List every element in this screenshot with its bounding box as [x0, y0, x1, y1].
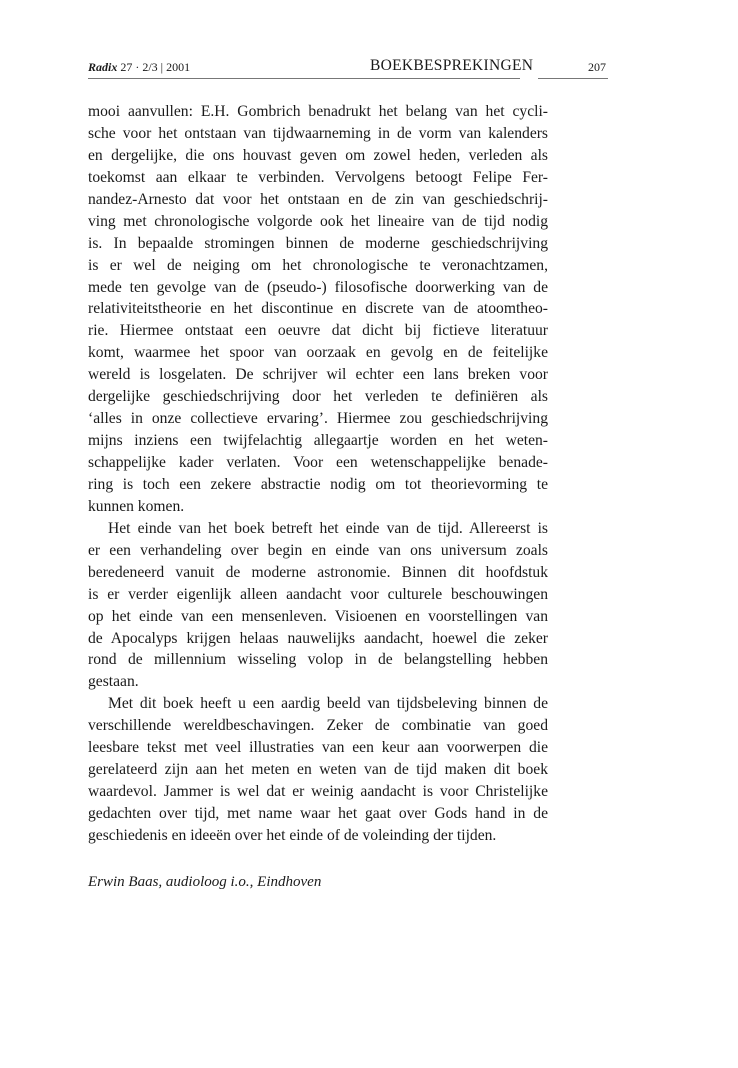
- text-line: mooi aanvullen: E.H. Gombrich benadrukt het belang van het cycli-: [88, 103, 548, 120]
- text-line: nandez-Arnesto dat voor het ontstaan en de zin van geschiedschrij-: [88, 190, 548, 208]
- text-line: rie. Hiermee ontstaat een oeuvre dat dicht bij fictieve literatuur: [88, 322, 548, 340]
- text-line: ving met chronologische volgorde ook het lineaire van de tijd nodig: [88, 212, 548, 230]
- text-line: Het einde van het boek betreft het einde van de tijd. Allereerst is: [108, 519, 548, 537]
- issue-info: 27 · 2/3 | 2001: [120, 60, 191, 74]
- text-line: beredeneerd vanuit de moderne astronomie. Binnen dit hoofdstuk: [88, 563, 548, 581]
- text-line: waardevol. Jammer is wel dat er weinig aandacht is voor Christelijke: [88, 783, 548, 801]
- text-line: toekomst aan elkaar te verbinden. Vervolgens betoogt Felipe Fer-: [88, 168, 548, 186]
- text-line: wereld is losgelaten. De schrijver wil echter een lans breken voor: [88, 366, 548, 384]
- review-signature: Erwin Baas, audioloog i.o., Eindhoven: [88, 874, 322, 890]
- text-line: mijns inziens een twijfelachtig allegaartje worden en het weten-: [88, 432, 548, 450]
- header-rule-page: [538, 78, 608, 79]
- text-line: ring is toch een zekere abstractie nodig om tot theorievorming te: [88, 475, 548, 493]
- section-title: BOEKBESPREKINGEN: [370, 57, 534, 74]
- text-line: de Apocalyps krijgen helaas nauwelijks aandacht, hoewel die zeker: [88, 629, 548, 647]
- text-line: kunnen komen.: [88, 497, 185, 515]
- text-line: en dergelijke, die ons houvast geven om zowel heden, verleden als: [88, 146, 548, 164]
- text-line: is. In bepaalde stromingen binnen de moderne geschiedschrijving: [88, 234, 548, 252]
- text-line: is er verder eigenlijk alleen aandacht voor culturele beschouwingen: [88, 585, 548, 603]
- text-line: verschillende wereldbeschavingen. Zeker de combinatie van goed: [88, 717, 548, 735]
- text-line: relativiteitstheorie en het discontinue en discrete van de atoomtheo-: [88, 300, 548, 318]
- text-line: leesbare tekst met veel illustraties van een keur aan voorwerpen die: [88, 739, 548, 757]
- text-line: gedachten over tijd, met name waar het gaat over Gods hand in de: [88, 805, 548, 822]
- text-line: mede ten gevolge van de (pseudo-) filosofische doorwerking van de: [88, 278, 548, 296]
- body-text: [88, 101, 548, 847]
- text-line: geschiedenis en ideeën over het einde of de voleinding der tijden.: [88, 826, 497, 844]
- text-line: schappelijke kader verlaten. Voor een wetenschappelijke benade-: [88, 454, 548, 471]
- text-line: gerelateerd zijn aan het meten en weten van de tijd maken dit boek: [88, 761, 548, 779]
- text-line: komt, waarmee het spoor van oorzaak en gevolg en de feitelijke: [88, 344, 548, 362]
- header-rule: [88, 78, 520, 79]
- text-line: sche voor het ontstaan van tijdwaarneming in de vorm van kalenders: [88, 124, 548, 142]
- text-line: er een verhandeling over begin en einde van ons universum zoals: [88, 541, 548, 559]
- text-line: dergelijke geschiedschrijving door het verleden te definiëren als: [88, 388, 548, 406]
- text-line: gestaan.: [88, 673, 139, 691]
- text-line: is er wel de neiging om het chronologische te veronachtzamen,: [88, 256, 548, 274]
- text-line: Met dit boek heeft u een aardig beeld van tijdsbeleving binnen de: [108, 695, 548, 713]
- page-number: 207: [588, 60, 606, 74]
- journal-name: Radix: [88, 60, 118, 74]
- text-line: ‘alles in onze collectieve ervaring’. Hiermee zou geschiedschrijving: [88, 410, 548, 428]
- text-line: op het einde van een mensenleven. Visioenen en voorstellingen van: [88, 607, 548, 625]
- text-line: rond de millennium wisseling volop in de belangstelling hebben: [88, 651, 548, 669]
- running-header-journal: [88, 60, 190, 75]
